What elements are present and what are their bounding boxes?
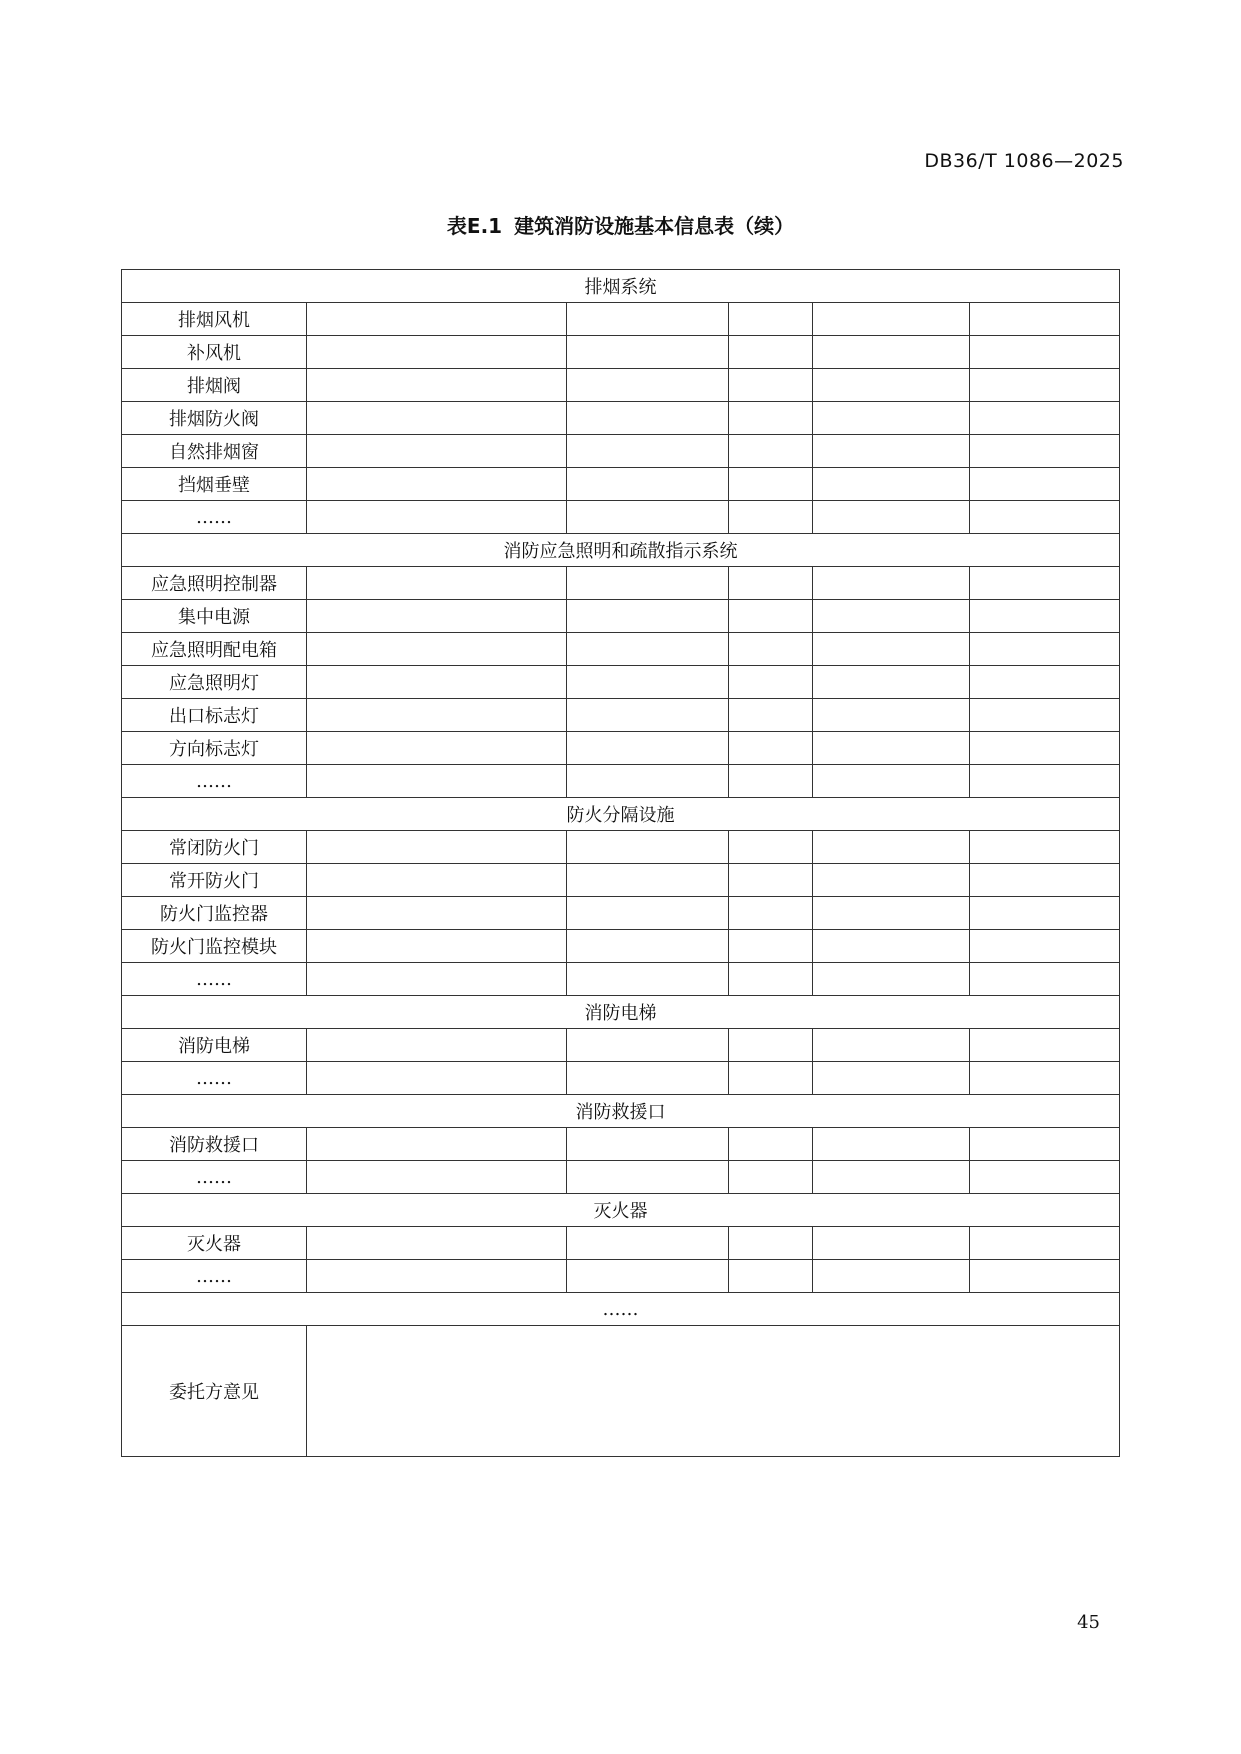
- facility-name: 补风机: [122, 336, 307, 369]
- facility-name: 消防电梯: [122, 1029, 307, 1062]
- facility-name: 排烟防火阀: [122, 402, 307, 435]
- facility-name: ……: [122, 1062, 307, 1095]
- table-row: [122, 1128, 1120, 1161]
- section-title: 消防救援口: [122, 1095, 1120, 1128]
- facility-name: 应急照明灯: [122, 666, 307, 699]
- facility-name: 防火门监控器: [122, 897, 307, 930]
- facility-name: 灭火器: [122, 1227, 307, 1260]
- table-row: [122, 963, 1120, 996]
- table-row: [122, 699, 1120, 732]
- table-row: [122, 765, 1120, 798]
- section-title: 消防电梯: [122, 996, 1120, 1029]
- client-opinion-row: [122, 1326, 1120, 1457]
- facility-name: 排烟阀: [122, 369, 307, 402]
- table-row: [122, 501, 1120, 534]
- table-title: [0, 210, 1241, 239]
- client-opinion-label: 委托方意见: [122, 1326, 307, 1457]
- table-row: [122, 1029, 1120, 1062]
- table-row: [122, 633, 1120, 666]
- section-title: 灭火器: [122, 1194, 1120, 1227]
- table-row: [122, 369, 1120, 402]
- table-row: [122, 303, 1120, 336]
- facility-name: ……: [122, 1161, 307, 1194]
- facility-name: 方向标志灯: [122, 732, 307, 765]
- table-row: [122, 1062, 1120, 1095]
- table-row: [122, 600, 1120, 633]
- facility-name: 集中电源: [122, 600, 307, 633]
- table-row: [122, 468, 1120, 501]
- facility-name: 挡烟垂壁: [122, 468, 307, 501]
- table-row: [122, 666, 1120, 699]
- table-number: 表E.1: [446, 214, 503, 238]
- facility-name: ……: [122, 501, 307, 534]
- table-row: [122, 1227, 1120, 1260]
- facility-name: ……: [122, 765, 307, 798]
- facility-info-table: [121, 269, 1120, 1457]
- section-header-row: [122, 798, 1120, 831]
- trailing-ellipsis-row: [122, 1293, 1120, 1326]
- trailing-ellipsis: ……: [122, 1293, 1120, 1326]
- table-row: [122, 897, 1120, 930]
- table-row: [122, 1260, 1120, 1293]
- page-number: 45: [1077, 1612, 1100, 1633]
- section-header-row: [122, 534, 1120, 567]
- section-header-row: [122, 270, 1120, 303]
- section-title: 消防应急照明和疏散指示系统: [122, 534, 1120, 567]
- table-row: [122, 831, 1120, 864]
- facility-name: 消防救援口: [122, 1128, 307, 1161]
- facility-name: ……: [122, 963, 307, 996]
- facility-name: 出口标志灯: [122, 699, 307, 732]
- facility-name: 排烟风机: [122, 303, 307, 336]
- facility-name: 应急照明配电箱: [122, 633, 307, 666]
- table-row: [122, 435, 1120, 468]
- table-title-text: 建筑消防设施基本信息表（续）: [514, 214, 795, 238]
- table-row: [122, 567, 1120, 600]
- facility-name: 常开防火门: [122, 864, 307, 897]
- table-row: [122, 336, 1120, 369]
- section-header-row: [122, 996, 1120, 1029]
- section-title: 排烟系统: [122, 270, 1120, 303]
- section-header-row: [122, 1095, 1120, 1128]
- facility-name: 防火门监控模块: [122, 930, 307, 963]
- facility-name: 自然排烟窗: [122, 435, 307, 468]
- facility-name: 应急照明控制器: [122, 567, 307, 600]
- standard-code: DB36/T 1086—2025: [924, 150, 1124, 172]
- client-opinion-field[interactable]: [307, 1326, 1120, 1457]
- facility-name: 常闭防火门: [122, 831, 307, 864]
- table-row: [122, 732, 1120, 765]
- section-header-row: [122, 1194, 1120, 1227]
- table-row: [122, 1161, 1120, 1194]
- table-row: [122, 864, 1120, 897]
- facility-name: ……: [122, 1260, 307, 1293]
- table-row: [122, 402, 1120, 435]
- section-title: 防火分隔设施: [122, 798, 1120, 831]
- table-row: [122, 930, 1120, 963]
